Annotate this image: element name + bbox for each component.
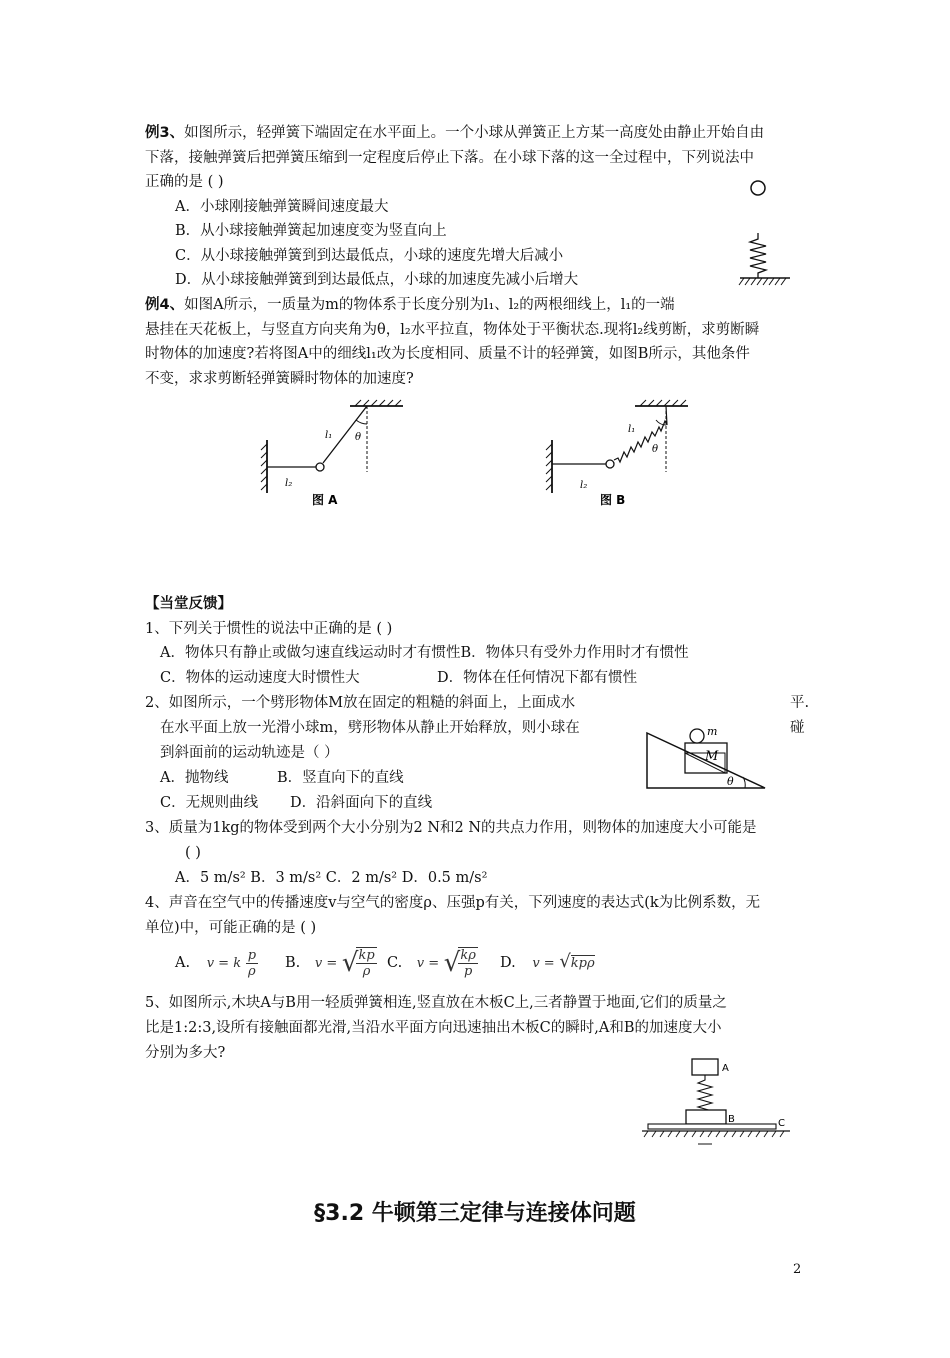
example3-line1 bbox=[145, 123, 764, 143]
q4-option-d: D. v = √kpρ bbox=[500, 951, 595, 972]
spring-ball-figure bbox=[730, 175, 800, 295]
q5-line1: 5、如图所示,木块A与B用一轻质弹簧相连,竖直放在木板C上,三者静置于地面,它们的质量之 bbox=[145, 995, 727, 1011]
wedge-theta-label: θ bbox=[727, 775, 734, 788]
example4-line4: 不变，求求剪断轻弹簧瞬时物体的加速度? bbox=[145, 371, 414, 387]
q5-line3: 分别为多大? bbox=[145, 1045, 226, 1061]
q2-line2-end: 碰 bbox=[790, 720, 805, 736]
example3-option-d: D．从小球接触弹簧到到达最低点，小球的加速度先减小后增大 bbox=[175, 272, 579, 288]
q1-stem: 1、下列关于惯性的说法中正确的是 ( ) bbox=[145, 621, 393, 637]
figb-l1-label: l₁ bbox=[628, 424, 636, 435]
feedback-heading: 【当堂反馈】 bbox=[145, 596, 232, 612]
example3-title: 例3、 bbox=[145, 125, 185, 141]
page-number: 2 bbox=[793, 1262, 802, 1277]
figa-l2-label: l₂ bbox=[285, 478, 293, 489]
block-b-label: B bbox=[728, 1114, 735, 1125]
q3-paren: ( ) bbox=[185, 845, 201, 861]
q4-line2: 单位)中，可能正确的是 ( ) bbox=[145, 920, 317, 936]
q1-option-c: C．物体的运动速度大时惯性大 bbox=[160, 670, 360, 686]
q2-line3: 到斜面前的运动轨迹是（ ） bbox=[160, 745, 339, 761]
example3-option-b: B．从小球接触弹簧起加速度变为竖直向上 bbox=[175, 223, 447, 239]
q3-stem: 3、质量为1kg的物体受到两个大小分别为2 N和2 N的共点力作用，则物体的加速度大小可能是 bbox=[145, 820, 757, 836]
q2-line2: 在水平面上放一光滑小球m，劈形物体从静止开始释放，则小球在 bbox=[160, 720, 580, 736]
figb-l2-label: l₂ bbox=[580, 480, 588, 491]
figa-caption: 图 A bbox=[312, 493, 338, 507]
figure-b bbox=[540, 400, 700, 515]
wedge-m-label: m bbox=[707, 725, 718, 738]
example4-line1 bbox=[145, 295, 675, 315]
figb-theta-label: θ bbox=[652, 444, 659, 455]
q5-line2: 比是1:2:3,设所有接触面都光滑,当沿水平面方向迅速抽出木板C的瞬时,A和B的加速度大小 bbox=[145, 1020, 722, 1036]
q1-options-ab: A．物体只有静止或做匀速直线运动时才有惯性B．物体只有受外力作用时才有惯性 bbox=[160, 645, 689, 661]
q2-option-d: D．沿斜面向下的直线 bbox=[290, 795, 433, 811]
example3-option-a: A．小球刚接触弹簧瞬间速度最大 bbox=[175, 199, 389, 215]
wedge-figure bbox=[645, 718, 770, 793]
figure-a bbox=[255, 400, 415, 515]
example3-text1: 如图所示，轻弹簧下端固定在水平面上。一个小球从弹簧正上方某一高度处由静止开始自由 bbox=[184, 125, 765, 141]
example4-title: 例4、 bbox=[145, 297, 185, 313]
q2-line1: 2、如图所示，一个劈形物体M放在固定的粗糙的斜面上，上面成水 bbox=[145, 695, 576, 711]
q4-line1: 4、声音在空气中的传播速度v与空气的密度ρ、压强p有关，下列速度的表达式(k为比例系数，无 bbox=[145, 895, 761, 911]
figa-l1-label: l₁ bbox=[325, 430, 333, 441]
example4-line2: 悬挂在天花板上，与竖直方向夹角为θ，l₂水平拉直，物体处于平衡状态.现将l₂线剪断，求剪断瞬 bbox=[145, 322, 760, 338]
example4-text1: 如图A所示，一质量为m的物体系于长度分别为l₁、l₂的两根细线上，l₁的一端 bbox=[184, 297, 675, 313]
example3-line2: 下落，接触弹簧后把弹簧压缩到一定程度后停止下落。在小球下落的这一全过程中，下列说法中 bbox=[145, 150, 754, 166]
blocks-figure bbox=[640, 1056, 795, 1146]
example4-line3: 时物体的加速度?若将图A中的细线l₁改为长度相同、质量不计的轻弹簧，如图B所示，其他条件 bbox=[145, 346, 750, 362]
q1-option-d: D．物体在任何情况下都有惯性 bbox=[437, 670, 638, 686]
section-heading: §3.2 牛顿第三定律与连接体问题 bbox=[314, 1201, 636, 1226]
q4-option-c: C. v = √ $\frac{k\rho}{p}$ bbox=[387, 948, 476, 979]
figa-theta-label: θ bbox=[355, 432, 362, 443]
q2-option-c: C．无规则曲线 bbox=[160, 795, 259, 811]
q4-option-b: B. v = √ $\frac{kp}{\rho}$ bbox=[285, 948, 375, 979]
q4-option-a: A. v = k $\frac{p}{\rho}$ bbox=[175, 947, 257, 979]
q3-options: A．5 m/s² B．3 m/s² C．2 m/s² D．0.5 m/s² bbox=[175, 870, 488, 886]
example3-line3: 正确的是 ( ) bbox=[145, 174, 224, 190]
figb-caption: 图 B bbox=[600, 493, 626, 507]
block-a-label: A bbox=[722, 1063, 729, 1074]
q2-option-b: B．竖直向下的直线 bbox=[277, 770, 404, 786]
q2-line1-end: 平. bbox=[790, 695, 810, 711]
example3-option-c: C．从小球接触弹簧到到达最低点，小球的速度先增大后减小 bbox=[175, 248, 564, 264]
board-c-label: C bbox=[778, 1118, 785, 1129]
wedge-M-label: M bbox=[705, 749, 719, 764]
q2-option-a: A．抛物线 bbox=[160, 770, 229, 786]
